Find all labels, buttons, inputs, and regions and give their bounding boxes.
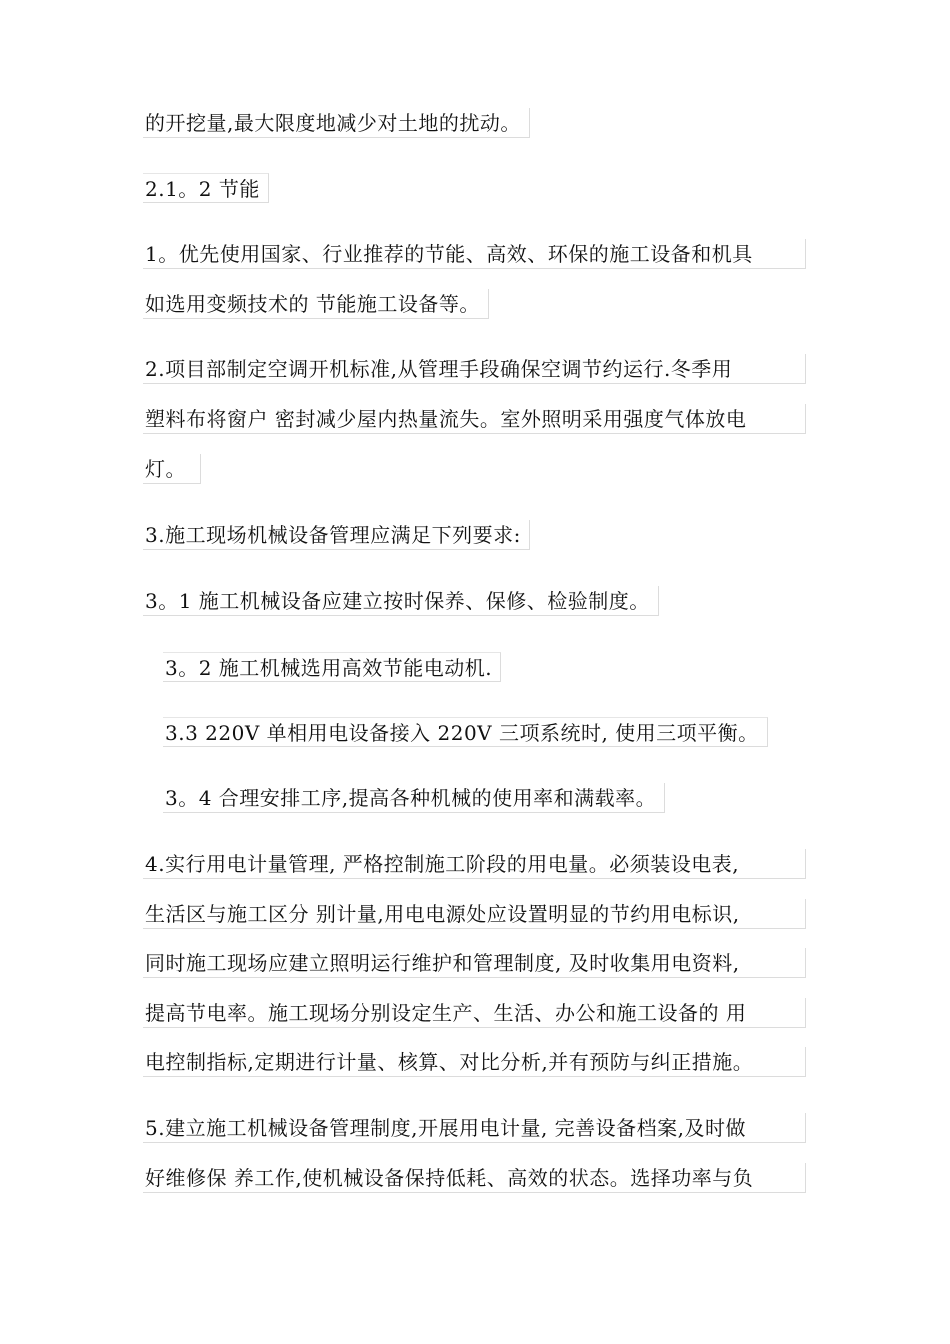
text-line: 塑料布将窗户 密封减少屋内热量流失。室外照明采用强度气体放电 [143, 404, 806, 434]
text-line: 3。2 施工机械选用高效节能电动机. [163, 652, 501, 682]
text-line: 3.施工现场机械设备管理应满足下列要求: [143, 520, 530, 550]
text-line: 的开挖量,最大限度地减少对土地的扰动。 [143, 108, 530, 138]
text-line: 4.实行用电计量管理, 严格控制施工阶段的用电量。必须装设电表, [143, 849, 806, 879]
text-line: 提高节电率。施工现场分别设定生产、生活、办公和施工设备的 用 [143, 998, 806, 1028]
text-line: 如选用变频技术的 节能施工设备等。 [143, 289, 489, 319]
text-line: 1。优先使用国家、行业推荐的节能、高效、环保的施工设备和机具 [143, 239, 806, 269]
text-line: 生活区与施工区分 别计量,用电电源处应设置明显的节约用电标识, [143, 899, 806, 929]
text-line: 3。1 施工机械设备应建立按时保养、保修、检验制度。 [143, 586, 659, 616]
text-line: 好维修保 养工作,使机械设备保持低耗、高效的状态。选择功率与负 [143, 1163, 806, 1193]
text-line: 同时施工现场应建立照明运行维护和管理制度, 及时收集用电资料, [143, 948, 806, 978]
text-line: 2.项目部制定空调开机标准,从管理手段确保空调节约运行.冬季用 [143, 354, 806, 384]
section-heading: 2.1。2 节能 [143, 173, 269, 203]
text-line: 电控制指标,定期进行计量、核算、对比分析,并有预防与纠正措施。 [143, 1047, 806, 1077]
text-line: 灯。 [143, 454, 201, 484]
text-line: 5.建立施工机械设备管理制度,开展用电计量, 完善设备档案,及时做 [143, 1113, 806, 1143]
text-line: 3。4 合理安排工序,提高各种机械的使用率和满载率。 [163, 783, 665, 813]
text-line: 3.3 220V 单相用电设备接入 220V 三项系统时, 使用三项平衡。 [163, 717, 768, 747]
